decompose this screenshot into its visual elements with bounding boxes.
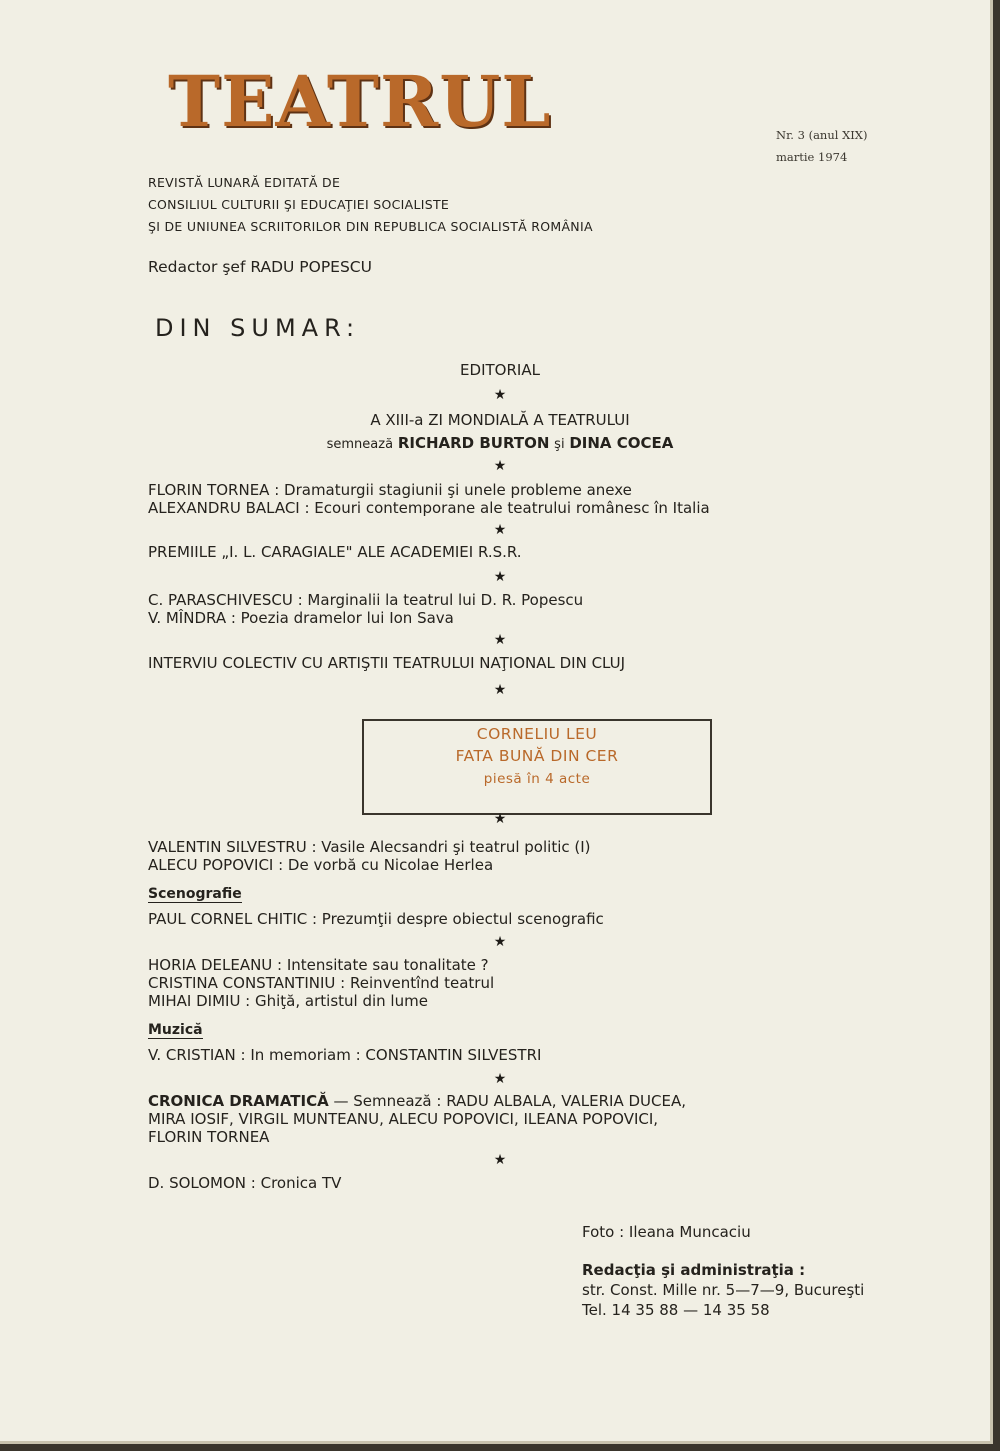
toc-editorial: EDITORIAL <box>460 361 540 379</box>
cronica-heading: CRONICA DRAMATICĂ <box>148 1092 329 1110</box>
star-icon: ★ <box>493 458 507 474</box>
section-scenografie: Scenografie <box>148 886 242 902</box>
star-icon: ★ <box>493 387 507 403</box>
photo-credit: Foto : Ileana Muncaciu <box>582 1223 751 1241</box>
toc-item-deleanu: HORIA DELEANU : Intensitate sau tonalitate ? <box>148 956 489 974</box>
cronica-signers-line: MIRA IOSIF, VIRGIL MUNTEANU, ALECU POPOVICI, ILEANA POPOVICI, <box>148 1110 659 1128</box>
toc-item-mindra: V. MÎNDRA : Poezia dramelor lui Ion Sava <box>148 609 454 627</box>
toc-item-solomon: D. SOLOMON : Cronica TV <box>148 1174 342 1192</box>
office-phone: Tel. 14 35 88 — 14 35 58 <box>582 1301 770 1319</box>
toc-item-cristian: V. CRISTIAN : In memoriam : CONSTANTIN SILVESTRI <box>148 1046 542 1064</box>
toc-item-interviu: INTERVIU COLECTIV CU ARTIŞTII TEATRULUI NAŢIONAL DIN CLUJ <box>148 654 626 672</box>
publisher-block <box>148 172 593 238</box>
star-icon: ★ <box>493 632 507 648</box>
toc-item-constantiniu: CRISTINA CONSTANTINIU : Reinventînd teatrul <box>148 974 495 992</box>
toc-item-balaci: ALEXANDRU BALACI : Ecouri contemporane ale teatrului românesc în Italia <box>148 499 710 517</box>
star-icon: ★ <box>493 934 507 950</box>
office-heading: Redacţia şi administraţia : <box>582 1261 806 1279</box>
toc-item-chitic: PAUL CORNEL CHITIC : Prezumţii despre obiectul scenografic <box>148 910 604 928</box>
star-icon: ★ <box>493 522 507 538</box>
credits-block <box>582 1222 864 1320</box>
feature-subtitle: piesă în 4 acte <box>483 771 591 787</box>
toc-signers <box>0 434 993 452</box>
signs-label: semnează <box>326 437 394 452</box>
publisher-line: REVISTĂ LUNARĂ EDITATĂ DE <box>148 175 341 190</box>
star-icon: ★ <box>493 1071 507 1087</box>
section-muzica: Muzică <box>148 1022 203 1038</box>
toc-item-dimiu: MIHAI DIMIU : Ghiţă, artistul din lume <box>148 992 428 1010</box>
toc-item-popovici: ALECU POPOVICI : De vorbă cu Nicolae Herlea <box>148 856 494 874</box>
toc-item-cronica <box>148 1092 686 1110</box>
box-top-rule <box>364 719 710 721</box>
star-icon: ★ <box>493 811 507 827</box>
feature-title: FATA BUNĂ DIN CER <box>455 747 619 765</box>
toc-item-paraschivescu: C. PARASCHIVESCU : Marginalii la teatrul lui D. R. Popescu <box>148 591 584 609</box>
star-icon: ★ <box>493 682 507 698</box>
signer-burton: RICHARD BURTON <box>397 434 550 452</box>
and-word: şi <box>554 437 565 452</box>
office-address: str. Const. Mille nr. 5—7—9, Bucureşti <box>582 1281 865 1299</box>
cronica-signers-line: FLORIN TORNEA <box>148 1128 270 1146</box>
issue-date: martie 1974 <box>776 150 848 164</box>
summary-title: DIN SUMAR: <box>155 314 361 342</box>
star-icon: ★ <box>493 569 507 585</box>
toc-item-tornea: FLORIN TORNEA : Dramaturgii stagiunii şi unele probleme anexe <box>148 481 632 499</box>
feature-author: CORNELIU LEU <box>476 725 598 743</box>
toc-world-day: A XIII-a ZI MONDIALĂ A TEATRULUI <box>370 411 630 429</box>
publisher-line: CONSILIUL CULTURII ŞI EDUCAŢIEI SOCIALISTE <box>148 197 450 212</box>
signer-cocea: DINA COCEA <box>569 434 674 452</box>
publisher-line: ŞI DE UNIUNEA SCRIITORILOR DIN REPUBLICA SOCIALISTĂ ROMÂNIA <box>148 219 593 234</box>
issue-info <box>776 124 867 168</box>
star-icon: ★ <box>493 1152 507 1168</box>
featured-play-box <box>362 719 712 815</box>
toc-item-silvestru: VALENTIN SILVESTRU : Vasile Alecsandri şi teatrul politic (I) <box>148 838 591 856</box>
toc-item-premii: PREMIILE „I. L. CARAGIALE" ALE ACADEMIEI R.S.R. <box>148 543 522 561</box>
issue-number: Nr. 3 (anul XIX) <box>776 128 868 142</box>
editor-in-chief: Redactor şef RADU POPESCU <box>148 258 372 276</box>
cronica-signers: — Semnează : RADU ALBALA, VALERIA DUCEA, <box>333 1092 687 1110</box>
masthead-logo: TEATRUL <box>168 60 552 143</box>
